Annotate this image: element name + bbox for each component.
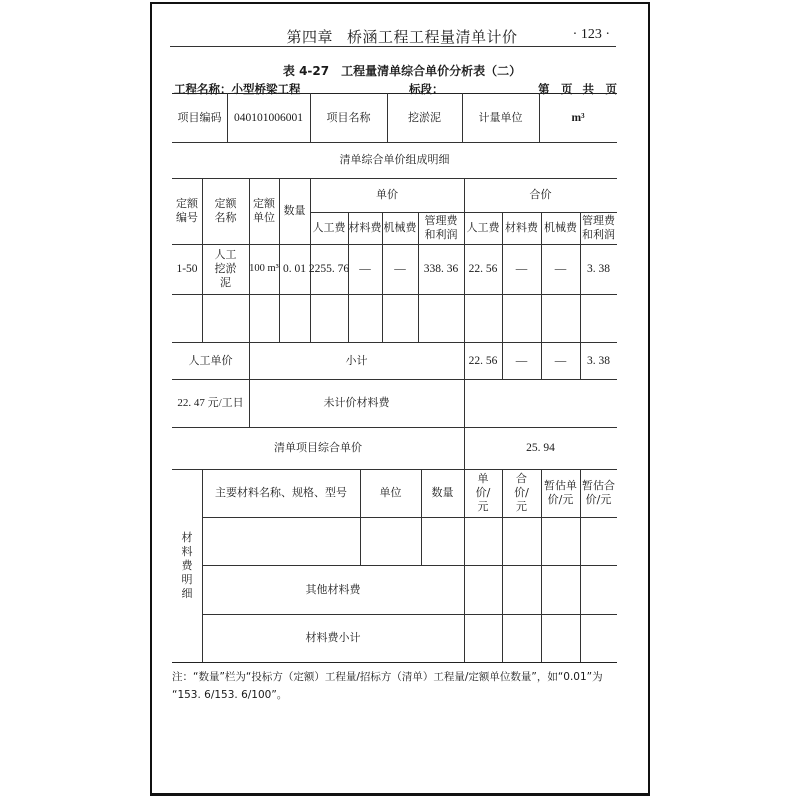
row-unit-mgmt: 338. 36	[423, 263, 459, 275]
material-subtotal-label: 材料费小计	[305, 631, 361, 644]
subtotal-machine: —	[554, 354, 567, 367]
material-header-est-total-price: 暂估合价/元	[582, 479, 615, 506]
subheader-total-labor: 人工费	[466, 221, 500, 234]
table-caption: 表 4-27 工程量清单综合单价分析表（二）	[282, 64, 522, 78]
row-rule	[172, 294, 617, 295]
subtotal-label: 小计	[345, 353, 368, 367]
subheader-total-mgmt: 管理费和利润	[582, 214, 615, 241]
project-name: 工程名称：小型桥梁工程	[174, 82, 301, 96]
material-header-quantity: 数量	[431, 486, 454, 499]
row-total-mgmt: 3. 38	[587, 263, 610, 275]
row-unit-material: —	[359, 263, 371, 275]
unpriced-material-label: 未计价材料费	[323, 396, 390, 409]
labor-price-value: 22. 47 元/工日	[177, 397, 244, 409]
row-rule	[202, 517, 617, 518]
section-label: 标段：	[409, 82, 444, 96]
subtotal-mgmt: 3. 38	[587, 354, 610, 367]
unit-label: 计量单位	[478, 110, 523, 124]
subtotal-material: —	[515, 354, 528, 367]
page-count-label: 第 页 共 页	[538, 82, 618, 96]
header-rule	[170, 46, 616, 47]
row-unit-labor: 2255. 76	[308, 263, 350, 275]
row-total-material: —	[515, 263, 528, 275]
item-code-label: 项目编码	[177, 110, 222, 124]
table-note	[172, 668, 642, 704]
item-name-label: 项目名称	[326, 110, 371, 124]
subheader-total-material: 材料费	[505, 221, 538, 234]
header-quota-name: 定额名称	[214, 197, 237, 224]
row-quota-unit: 100 m³	[249, 263, 279, 274]
note-line-2: “153. 6/153. 6/100”。	[172, 689, 288, 701]
detail-title: 清单综合单价组成明细	[339, 153, 450, 166]
material-header-est-unit-price: 暂估单价/元	[544, 479, 577, 506]
row-unit-machine: —	[394, 263, 406, 275]
material-detail-side-label: 材料费明细	[181, 530, 193, 600]
header-quota-unit: 定额单位	[253, 197, 275, 224]
composite-price-value: 25. 94	[526, 442, 555, 454]
row-quota-name: 人工挖淤泥	[214, 248, 237, 289]
row-total-labor: 22. 56	[468, 263, 498, 275]
unit-value: m³	[571, 111, 585, 124]
material-header-unit-price: 单价/元	[475, 472, 491, 513]
page-number: · 123 ·	[572, 27, 610, 42]
labor-price-label: 人工单价	[188, 353, 233, 367]
page-frame	[150, 2, 650, 796]
subtotal-labor: 22. 56	[468, 354, 498, 367]
subheader-unit-labor: 人工费	[312, 221, 346, 234]
note-line-1: 注：“数量”栏为“投标方（定额）工程量/招标方（清单）工程量/定额单位数量”，如“0.01”为	[172, 671, 603, 683]
other-material-label: 其他材料费	[305, 582, 361, 596]
subheader-unit-mgmt: 管理费和利润	[424, 214, 458, 241]
row-total-machine: —	[554, 263, 567, 275]
table-bottom-rule	[172, 662, 617, 663]
header-total-price: 合价	[529, 188, 552, 201]
subheader-total-machine: 机械费	[544, 221, 577, 234]
row-quantity: 0. 01	[283, 263, 306, 275]
composite-price-label: 清单项目综合单价	[274, 441, 362, 454]
material-header-total-price: 合价/元	[514, 472, 529, 513]
material-header-unit: 单位	[379, 486, 402, 499]
subheader-unit-material: 材料费	[348, 221, 382, 234]
header-quantity: 数量	[283, 204, 306, 217]
header-unit-price: 单价	[376, 188, 398, 201]
item-name-value: 挖淤泥	[408, 110, 441, 124]
unpriced-material-value	[464, 379, 617, 427]
chapter-number: 第四章	[286, 28, 333, 46]
item-code-value: 040101006001	[234, 111, 303, 124]
subheader-unit-machine: 机械费	[383, 221, 417, 234]
header-quota-code: 定额编号	[176, 197, 198, 224]
row-quota-code: 1-50	[176, 263, 198, 275]
material-header-name-spec: 主要材料名称、规格、型号	[215, 486, 347, 499]
chapter-title: 桥涵工程工程量清单计价	[347, 28, 518, 46]
